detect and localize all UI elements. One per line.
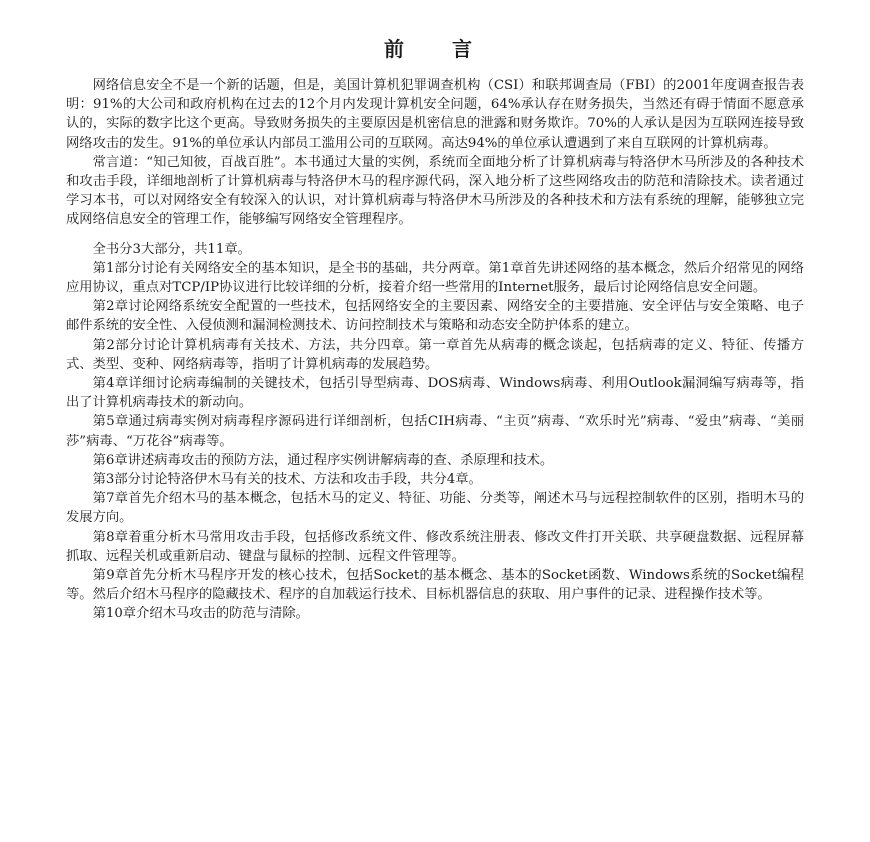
paragraph-chapter2: 第2章讨论网络系统安全配置的一些技术，包括网络安全的主要因素、网络安全的主要措施、安全评估与安全策略、电子邮件系统的安全性、入侵侦测和漏洞检测技术、访问控制技术与策略和动态安全防护体系的建立。 — [66, 299, 804, 334]
paragraph-chapter4: 第4章详细讨论病毒编制的关键技术，包括引导型病毒、DOS病毒、Windows病毒、利用Outlook漏洞编写病毒等，指出了计算机病毒技术的新动向。 — [66, 376, 804, 411]
paragraph-part3: 第3部分讨论特洛伊木马有关的技术、方法和攻击手段，共分4章。 — [92, 472, 482, 488]
paragraph-chapter7: 第7章首先介绍木马的基本概念，包括木马的定义、特征、功能、分类等，阐述木马与远程控制软件的区别，指明木马的发展方向。 — [66, 491, 804, 526]
paragraph-chapter8: 第8章着重分析木马常用攻击手段，包括修改系统文件、修改系统注册表、修改文件打开关联、共享硬盘数据、远程屏幕抓取、远程关机或重新启动、键盘与鼠标的控制、远程文件管理等。 — [66, 529, 804, 564]
paragraph-structure: 全书分3大部分，共11章。 — [92, 241, 251, 257]
paragraph-purpose: 常言道：“知己知彼，百战百胜”。本书通过大量的实例，系统而全面地分析了计算机病毒与特洛伊木马所涉及的各种技术和攻击手段，详细地剖析了计算机病毒与特洛伊木马的程序源代码，深入地分析了这些网络攻击的防范和清除技术。读者通过学习本书，可以对网络安全有较深入的认识，对计算机病毒与特洛伊木马所涉及的各种技术和方法有系统的理解，能够独立完成网络信息安全的管理工作，能够编写网络安全管理程序。 — [66, 154, 804, 228]
document-page — [66, 36, 804, 624]
paragraph-chapter10: 第10章介绍木马攻击的防范与清除。 — [92, 606, 309, 622]
paragraph-chapter5: 第5章通过病毒实例对病毒程序源码进行详细剖析，包括CIH病毒、“主页”病毒、“欢乐时光”病毒、“爱虫”病毒、“美丽莎”病毒、“万花谷”病毒等。 — [66, 414, 804, 449]
paragraph-chapter6: 第6章讲述病毒攻击的预防方法，通过程序实例讲解病毒的查、杀原理和技术。 — [92, 452, 554, 468]
paragraph-intro: 网络信息安全不是一个新的话题，但是，美国计算机犯罪调查机构（CSI）和联邦调查局（FBI）的2001年度调查报告表明：91%的大公司和政府机构在过去的12个月内发现计算机安全问题，64%承认存在财务损失，当然还有碍于情面不愿意承认的，实际的数字比这个更高。导致财务损失的主要原因是机密信息的泄露和财务欺诈。70%的人承认是因为互联网连接导致网络攻击的发生。91%的单位承认内部员工滥用公司的互联网。高达94%的单位承认遭遇到了来自互联网的计算机病毒。 — [66, 78, 804, 151]
paragraph-part1: 第1部分讨论有关网络安全的基本知识，是全书的基础，共分两章。第1章首先讲述网络的基本概念，然后介绍常见的网络应用协议，重点对TCP/IP协议进行比较详细的分析，接着介绍一些常用的Internet服务，最后讨论网络信息安全问题。 — [66, 260, 804, 296]
paragraph-part2: 第2部分讨论计算机病毒有关技术、方法，共分四章。第一章首先从病毒的概念谈起，包括病毒的定义、特征、传播方式、类型、变种、网络病毒等，指明了计算机病毒的发展趋势。 — [66, 337, 804, 372]
page-title: 前 言 — [384, 37, 486, 61]
paragraph-chapter9: 第9章首先分析木马程序开发的核心技术，包括Socket的基本概念、基本的Socket函数、Windows系统的Socket编程等。然后介绍木马程序的隐藏技术、程序的自加载运行技术、目标机器信息的获取、用户事件的记录、进程操作技术等。 — [66, 568, 804, 603]
